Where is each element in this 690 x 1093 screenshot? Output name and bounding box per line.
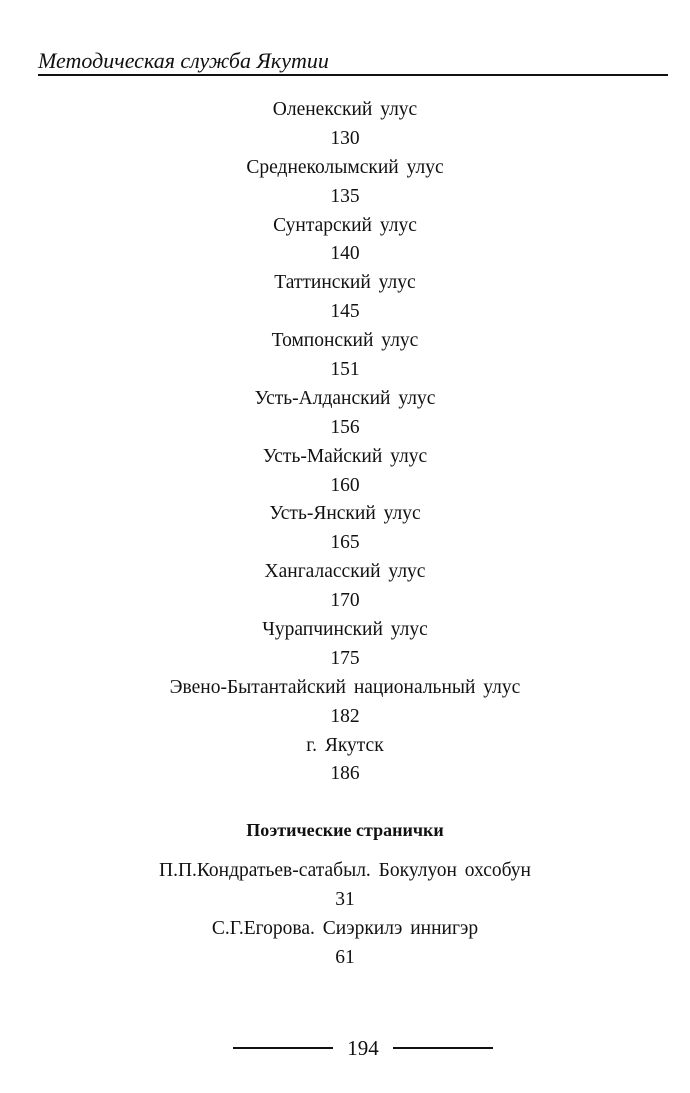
toc-entry-page: 61 <box>335 946 355 968</box>
toc-entry-page: 130 <box>330 127 360 149</box>
page-footer <box>0 1033 690 1063</box>
toc-entry-page: 170 <box>330 590 360 612</box>
toc-entry-title: Томпонский улус <box>271 330 419 352</box>
toc-entry-page: 175 <box>330 647 360 669</box>
toc-entry <box>0 915 690 973</box>
section-heading: Поэтические странички <box>246 820 444 840</box>
toc-entry <box>0 616 690 674</box>
toc-entry-title: Эвено-Бытантайский национальный улус <box>169 676 521 698</box>
toc-entry <box>0 500 690 558</box>
poetry-section <box>0 857 690 973</box>
table-of-contents <box>0 96 690 789</box>
toc-entry-page: 186 <box>330 763 360 785</box>
toc-entry-page: 160 <box>330 474 360 496</box>
toc-entry-page: 140 <box>330 243 360 265</box>
toc-entry <box>0 558 690 616</box>
page-number: 194 <box>347 1036 379 1060</box>
running-header-title: Методическая служба Якутии <box>38 48 329 73</box>
toc-entry-title: Усть-Майский улус <box>262 445 428 467</box>
toc-entry <box>0 212 690 270</box>
toc-entry-title: П.П.Кондратьев-сатабыл. Бокулуон охсобун <box>158 860 531 881</box>
toc-entry-title: Усть-Янский улус <box>269 503 421 525</box>
toc-entry <box>0 732 690 790</box>
toc-entry <box>0 857 690 915</box>
toc-entry <box>0 385 690 443</box>
page-header <box>38 46 668 76</box>
toc-entry-page: 165 <box>330 532 360 554</box>
toc-entry-page: 135 <box>330 185 360 207</box>
toc-entry <box>0 443 690 501</box>
footer-rule-right <box>393 1047 493 1049</box>
toc-entry-title: Усть-Алданский улус <box>254 387 436 409</box>
toc-entry <box>0 674 690 732</box>
toc-entry-title: Сунтарский улус <box>273 214 417 236</box>
toc-entry-title: Таттинский улус <box>274 272 416 294</box>
toc-entry-title: С.Г.Егорова. Сиэркилэ иннигэр <box>211 917 479 939</box>
toc-entry-title: Хангаласский улус <box>264 561 426 583</box>
toc-entry-page: 31 <box>335 888 355 910</box>
toc-entry-title: Среднеколымский улус <box>246 156 444 178</box>
toc-entry-page: 156 <box>330 416 360 438</box>
toc-entry <box>0 327 690 385</box>
toc-entry <box>0 96 690 154</box>
toc-entry <box>0 269 690 327</box>
toc-entry <box>0 154 690 212</box>
footer-rule-left <box>233 1047 333 1049</box>
toc-entry-title: Чурапчинский улус <box>262 619 428 641</box>
toc-entry-page: 182 <box>330 705 360 727</box>
toc-entry-page: 151 <box>330 359 360 381</box>
toc-entry-page: 145 <box>330 301 360 323</box>
toc-entry-title: Оленекский улус <box>272 99 418 120</box>
toc-entry-title: г. Якутск <box>306 734 384 756</box>
